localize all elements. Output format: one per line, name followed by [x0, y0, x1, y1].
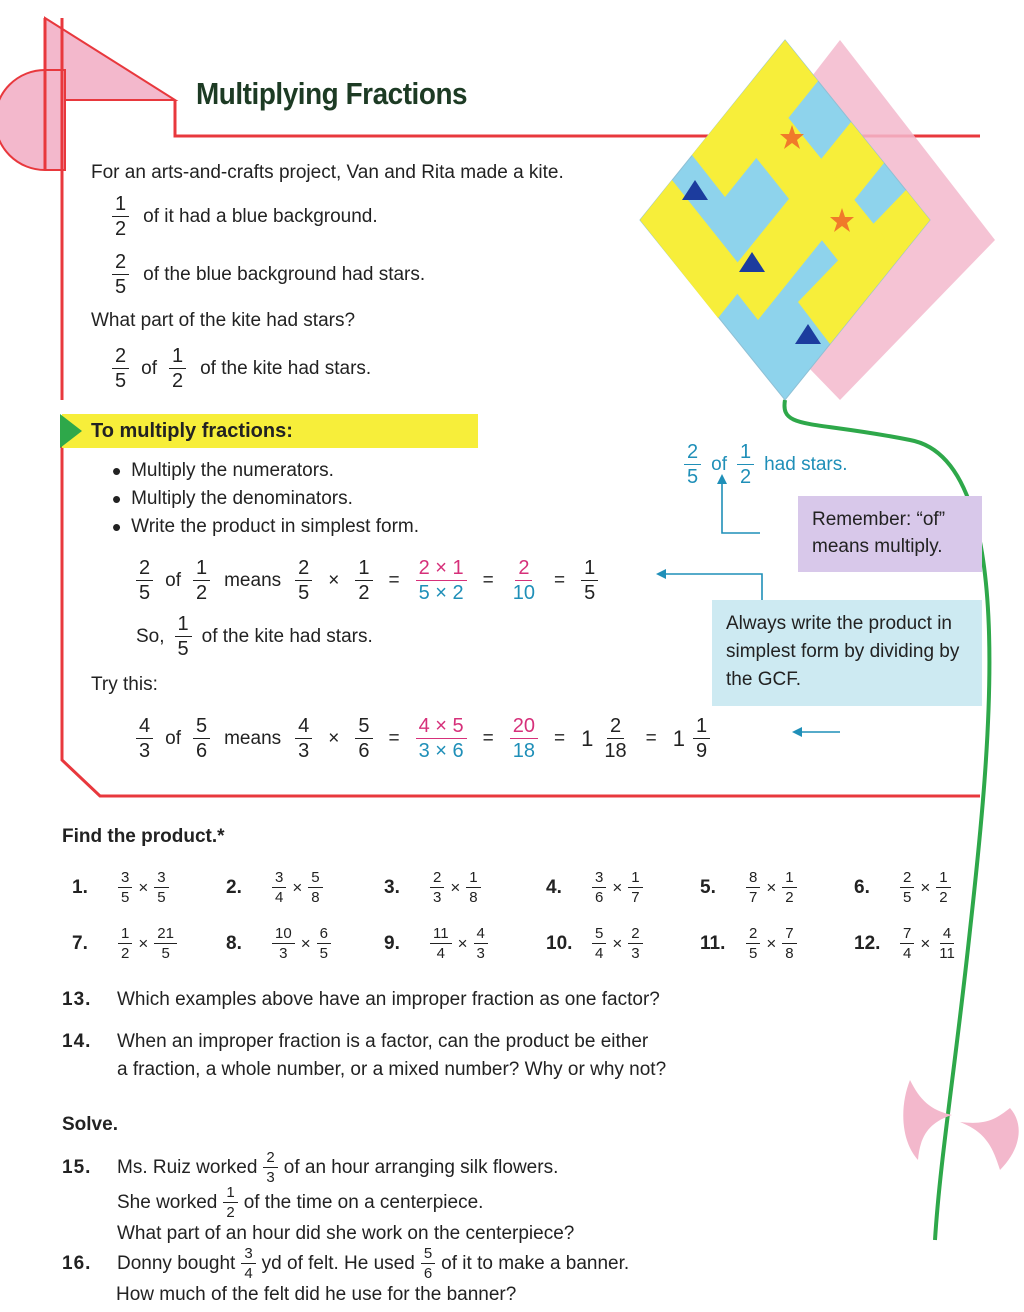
kite-bow — [960, 1108, 1019, 1170]
question-number: 14. — [62, 1031, 92, 1052]
try-example — [136, 716, 710, 761]
fraction: $\frac{5}{4}$ — [592, 926, 606, 961]
exercise-item — [854, 870, 951, 905]
fraction: $\frac{2}{18}$ — [604, 715, 627, 762]
fraction: $\frac{7}{8}$ — [782, 926, 796, 961]
intro-text: of the kite had stars. — [200, 357, 372, 379]
fraction: $\frac{1}{7}$ — [628, 870, 642, 905]
intro-question: What part of the kite had stars? — [91, 310, 356, 331]
times-sign: × — [138, 933, 149, 953]
fraction: $\frac{5}{6}$ — [193, 716, 210, 761]
question-text: of an hour arranging silk flowers. — [283, 1156, 559, 1178]
intro-answer-line — [112, 346, 371, 391]
fraction: $\frac{20}{18}$ — [510, 716, 538, 761]
fraction: $\frac{5}{6}$ — [421, 1246, 435, 1281]
so-tail-text: of the kite had stars. — [201, 625, 373, 647]
fraction-result: $\frac{1}{5}$ — [581, 558, 598, 603]
equals-sign: = — [482, 727, 494, 749]
fraction: $\frac{2}{3}$ — [628, 926, 642, 961]
exercise-item — [226, 870, 323, 905]
fraction: $\frac{3}{4}$ — [272, 870, 286, 905]
fraction: $\frac{2}{10}$ — [512, 557, 536, 604]
bullet-item: • Write the product in simplest form. — [112, 514, 419, 540]
rule-bullet — [112, 486, 353, 512]
arrow-left-icon — [800, 707, 840, 732]
arrow-left-icon — [662, 574, 762, 600]
intro-text: of the blue background had stars. — [143, 263, 426, 285]
arrow-right-icon — [58, 414, 84, 448]
rule-heading: To multiply fractions: — [91, 420, 293, 442]
fraction: $\frac{6}{5}$ — [317, 926, 331, 961]
question-15 — [62, 1150, 574, 1248]
times-sign: × — [450, 877, 461, 897]
rule-bullet — [112, 458, 334, 484]
intro-fraction-line — [112, 252, 425, 297]
fraction: $\frac{1}{5}$ — [175, 614, 192, 659]
fraction: $\frac{5}{8}$ — [308, 870, 322, 905]
times-sign: × — [328, 569, 340, 591]
of-text: of — [165, 727, 181, 749]
exercise-number: 12. — [854, 932, 881, 954]
exercise-number: 5. — [700, 876, 716, 898]
fraction: $\frac{1}{2}$ — [782, 870, 796, 905]
exercise-number: 3. — [384, 876, 400, 898]
fraction: $\frac{3}{4}$ — [241, 1246, 255, 1281]
exercise-item — [854, 926, 958, 961]
exercise-item — [72, 926, 177, 961]
intro-fraction-line — [112, 194, 378, 239]
arrow-up-icon — [722, 480, 760, 533]
fraction: $\frac{2}{5}$ — [112, 252, 129, 297]
fraction: $\frac{2}{3}$ — [430, 870, 444, 905]
times-sign: × — [300, 933, 311, 953]
exercises-heading: Find the product.* — [62, 826, 225, 847]
so-line — [136, 614, 373, 659]
exercise-item — [384, 926, 488, 961]
exercise-number: 2. — [226, 876, 242, 898]
exercise-item — [226, 926, 331, 961]
times-sign: × — [292, 877, 303, 897]
question-text: yd of felt. He used — [261, 1252, 415, 1274]
fraction: $\frac{5}{6}$ — [355, 716, 372, 761]
question-number: 16. — [62, 1252, 92, 1274]
so-text: So, — [136, 625, 165, 647]
equals-sign: = — [645, 727, 657, 749]
question-number: 13. — [62, 989, 92, 1010]
question-text: Which examples above have an improper fraction as one factor? — [117, 989, 660, 1010]
try-label: Try this: — [91, 674, 158, 695]
of-text: of — [165, 569, 181, 591]
times-sign: × — [766, 877, 777, 897]
fraction: $\frac{2}{5}$ — [112, 346, 129, 391]
equals-sign: = — [388, 727, 400, 749]
exercise-item — [546, 926, 643, 961]
question-text: of it to make a banner. — [441, 1252, 630, 1274]
question-text: Donny bought — [117, 1252, 236, 1274]
fraction: $\frac{1}{2}$ — [737, 442, 754, 487]
fraction: $\frac{11}{4}$ — [430, 926, 452, 961]
question-16 — [62, 1246, 629, 1309]
fraction: $\frac{3}{5}$ — [118, 870, 132, 905]
fraction: $\frac{3}{6}$ — [592, 870, 606, 905]
question-text: a fraction, a whole number, or a mixed number? Why or why not? — [117, 1059, 667, 1080]
equals-sign: = — [388, 569, 400, 591]
question-text: How much of the felt did he use for the banner? — [116, 1284, 517, 1305]
exercise-number: 4. — [546, 876, 562, 898]
corner-circle — [0, 70, 65, 170]
worked-example — [136, 558, 598, 603]
times-sign: × — [766, 933, 777, 953]
fraction: $\frac{1}{2}$ — [223, 1185, 237, 1220]
exercise-item — [546, 870, 643, 905]
times-sign: × — [920, 933, 931, 953]
fraction: $\frac{1}{2}$ — [936, 870, 950, 905]
question-14 — [62, 1028, 666, 1084]
remember-callout: Remember: “of” means multiply. — [798, 496, 982, 572]
times-sign: × — [457, 933, 468, 953]
exercise-number: 8. — [226, 932, 242, 954]
fraction: $\frac{4}{3}$ — [474, 926, 488, 961]
equals-sign: = — [482, 569, 494, 591]
question-number: 15. — [62, 1156, 92, 1178]
bullet-item: • Multiply the numerators. — [112, 458, 334, 484]
question-text: Ms. Ruiz worked — [117, 1156, 258, 1178]
fraction: $\frac{4}{3}$ — [295, 716, 312, 761]
fraction-product: $\frac{2 \times 1}{5 \times 2}$ — [416, 558, 467, 603]
fraction-result: $\frac{1}{9}$ — [693, 716, 710, 761]
times-sign: × — [138, 877, 149, 897]
times-sign: × — [612, 877, 623, 897]
exercise-number: 9. — [384, 932, 400, 954]
fraction: $\frac{7}{4}$ — [900, 926, 914, 961]
fraction: $\frac{4}{3}$ — [136, 716, 153, 761]
fraction: $\frac{1}{2}$ — [118, 926, 132, 961]
mixed-whole: 1 — [672, 725, 685, 751]
fraction: $\frac{2}{5}$ — [684, 442, 701, 487]
fraction: $\frac{10}{3}$ — [272, 926, 295, 961]
fraction: $\frac{2}{5}$ — [900, 870, 914, 905]
means-text: means — [224, 727, 282, 749]
equals-sign: = — [554, 569, 566, 591]
exercise-number: 10. — [546, 932, 573, 954]
question-text: She worked — [117, 1191, 218, 1213]
exercise-item — [700, 926, 797, 961]
fraction: $\frac{8}{7}$ — [746, 870, 760, 905]
equals-sign: = — [554, 727, 566, 749]
fraction: $\frac{2}{5}$ — [136, 558, 153, 603]
times-sign: × — [328, 727, 340, 749]
always-callout: Always write the product in simplest form by dividing by the GCF. — [712, 600, 982, 706]
times-sign: × — [612, 933, 623, 953]
page-title: Multiplying Fractions — [196, 76, 468, 111]
exercise-number: 11. — [700, 932, 726, 954]
fraction: $\frac{4}{11}$ — [939, 925, 955, 962]
fraction-product: $\frac{4 \times 5}{3 \times 6}$ — [416, 716, 467, 761]
bullet-item: • Multiply the denominators. — [112, 486, 353, 512]
of-text: of — [141, 357, 157, 379]
exercise-item — [700, 870, 797, 905]
fraction: $\frac{1}{2}$ — [193, 558, 210, 603]
fraction: $\frac{1}{8}$ — [466, 870, 480, 905]
fraction: $\frac{2}{5}$ — [295, 558, 312, 603]
fraction: $\frac{21}{5}$ — [154, 926, 177, 961]
fraction: $\frac{1}{2}$ — [112, 194, 129, 239]
fraction: $\frac{1}{2}$ — [355, 558, 372, 603]
fraction: $\frac{2}{5}$ — [746, 926, 760, 961]
question-text: of the time on a centerpiece. — [243, 1191, 484, 1213]
exercise-item — [384, 870, 481, 905]
intro-text: of it had a blue background. — [143, 205, 378, 227]
had-stars-text: had stars. — [764, 453, 848, 475]
fraction: $\frac{1}{2}$ — [169, 346, 186, 391]
solve-heading: Solve. — [62, 1114, 118, 1135]
mixed-whole: 1 — [581, 725, 594, 751]
question-text: When an improper fraction is a factor, can the product be either — [117, 1031, 649, 1052]
fraction: $\frac{3}{5}$ — [154, 870, 168, 905]
exercise-number: 1. — [72, 876, 88, 898]
of-text: of — [711, 453, 727, 475]
exercise-number: 7. — [72, 932, 88, 954]
fraction: $\frac{2}{3}$ — [263, 1150, 277, 1185]
intro-line: For an arts-and-crafts project, Van and Rita made a kite. — [91, 162, 564, 183]
exercise-item — [72, 870, 169, 905]
question-13 — [62, 986, 660, 1014]
exercise-number: 6. — [854, 876, 870, 898]
means-text: means — [224, 569, 282, 591]
question-text: What part of an hour did she work on the centerpiece? — [117, 1223, 575, 1244]
rule-bullet — [112, 514, 419, 540]
times-sign: × — [920, 877, 931, 897]
